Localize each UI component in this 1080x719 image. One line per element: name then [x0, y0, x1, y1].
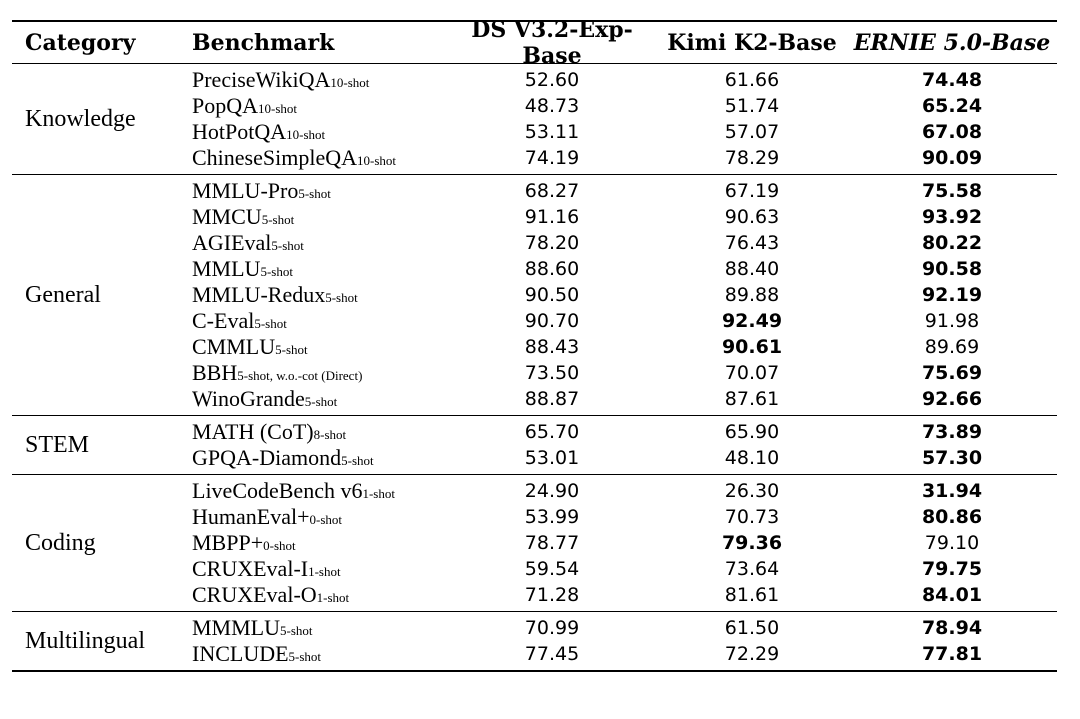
benchmark-cell [192, 582, 447, 608]
ds-score: 59.54 [524, 558, 580, 580]
ernie-score: 78.94 [921, 617, 983, 639]
ernie-score: 73.89 [921, 421, 983, 443]
benchmark-cell [192, 308, 447, 334]
ernie-score: 80.22 [921, 232, 983, 254]
ds-score: 88.87 [524, 388, 580, 410]
kimi-score: 70.73 [724, 506, 780, 528]
benchmark-name: PopQA [192, 93, 259, 118]
benchmark-name: ChineseSimpleQA [192, 145, 357, 170]
shot-setting: 5-shot [280, 623, 313, 638]
ds-score: 90.70 [524, 310, 580, 332]
table-header [12, 16, 1057, 69]
shot-setting: 5-shot, w.o.-cot (Direct) [237, 368, 363, 383]
shot-setting: 10-shot [357, 153, 396, 168]
category-group [12, 175, 1057, 416]
category-label: STEM [25, 431, 90, 458]
ernie-score: 90.58 [921, 258, 983, 280]
ds-score: 77.45 [524, 643, 580, 665]
kimi-score: 81.61 [724, 584, 780, 606]
benchmark-cell [192, 360, 447, 386]
shot-setting: 5-shot [254, 316, 287, 331]
group-rows [192, 612, 1057, 670]
benchmark-cell [192, 119, 447, 145]
shot-setting: 1-shot [316, 590, 350, 605]
table-row [192, 419, 1057, 445]
ds-score: 78.20 [524, 232, 580, 254]
shot-setting: 0-shot [309, 512, 342, 527]
table-row [192, 145, 1057, 171]
table-row [192, 360, 1057, 386]
benchmark-cell [192, 530, 447, 556]
ds-score: 71.28 [524, 584, 580, 606]
benchmark-cell [192, 93, 447, 119]
category-label: General [25, 281, 101, 308]
category-group [12, 416, 1057, 475]
benchmark-name: CRUXEval-O [192, 582, 317, 607]
kimi-score: 76.43 [724, 232, 780, 254]
group-rows [192, 64, 1057, 174]
kimi-score: 51.74 [724, 95, 780, 117]
shot-setting: 5-shot [341, 453, 374, 468]
benchmark-name: CMMLU [192, 334, 276, 359]
benchmark-name: LiveCodeBench v6 [192, 478, 363, 503]
kimi-score: 73.64 [724, 558, 780, 580]
ernie-score: 92.66 [921, 388, 983, 410]
ernie-score: 77.81 [921, 643, 983, 665]
ernie-score: 31.94 [921, 480, 983, 502]
table-row [192, 504, 1057, 530]
header-category: Category [25, 29, 136, 56]
ds-score: 73.50 [524, 362, 580, 384]
benchmark-cell [192, 615, 447, 641]
ernie-score: 89.69 [924, 336, 980, 358]
shot-setting: 1-shot [362, 486, 395, 501]
benchmark-name: BBH [192, 360, 238, 385]
benchmark-cell [192, 445, 447, 471]
ds-score: 52.60 [524, 69, 580, 91]
ernie-score: 84.01 [921, 584, 983, 606]
table-row [192, 67, 1057, 93]
header-benchmark: Benchmark [192, 29, 335, 56]
table-row [192, 641, 1057, 667]
table-row [192, 530, 1057, 556]
kimi-score: 48.10 [724, 447, 780, 469]
shot-setting: 8-shot [313, 427, 347, 442]
table-row [192, 334, 1057, 360]
ernie-score: 92.19 [921, 284, 983, 306]
ds-score: 24.90 [524, 480, 580, 502]
benchmark-cell [192, 204, 447, 230]
ernie-score: 57.30 [921, 447, 983, 469]
ds-score: 78.77 [524, 532, 580, 554]
benchmark-name: CRUXEval-I [192, 556, 309, 581]
ds-score: 65.70 [524, 421, 580, 443]
kimi-score: 72.29 [724, 643, 780, 665]
benchmark-name: MMLU-Pro [192, 178, 299, 203]
kimi-score: 61.66 [724, 69, 780, 91]
benchmark-cell [192, 67, 447, 93]
ds-score: 70.99 [524, 617, 580, 639]
benchmark-name: WinoGrande [192, 386, 305, 411]
benchmark-name: C-Eval [192, 308, 255, 333]
group-rows [192, 175, 1057, 415]
ds-score: 88.60 [524, 258, 580, 280]
ds-score: 53.99 [524, 506, 580, 528]
table-row [192, 478, 1057, 504]
table-row [192, 204, 1057, 230]
ernie-score: 93.92 [921, 206, 983, 228]
benchmark-name: AGIEval [192, 230, 272, 255]
ernie-score: 75.58 [921, 180, 983, 202]
category-group [12, 612, 1057, 670]
ds-score: 53.11 [524, 121, 580, 143]
kimi-score: 26.30 [724, 480, 780, 502]
benchmark-cell [192, 178, 447, 204]
table-row [192, 282, 1057, 308]
ds-score: 91.16 [524, 206, 580, 228]
category-label: Multilingual [25, 627, 145, 654]
ds-score: 90.50 [524, 284, 580, 306]
category-group [12, 475, 1057, 612]
kimi-score: 90.61 [721, 336, 783, 358]
group-rows [192, 475, 1057, 611]
benchmark-name: PreciseWikiQA [192, 67, 331, 92]
benchmark-cell [192, 145, 447, 171]
benchmark-cell [192, 419, 447, 445]
kimi-score: 57.07 [724, 121, 780, 143]
kimi-score: 61.50 [724, 617, 780, 639]
shot-setting: 5-shot [260, 264, 293, 279]
shot-setting: 1-shot [308, 564, 341, 579]
shot-setting: 5-shot [304, 394, 338, 409]
shot-setting: 10-shot [286, 127, 326, 142]
table-row [192, 556, 1057, 582]
header-kimi: Kimi K2-Base [667, 29, 837, 56]
kimi-score: 92.49 [721, 310, 783, 332]
benchmark-cell [192, 556, 447, 582]
shot-setting: 5-shot [288, 649, 322, 664]
shot-setting: 5-shot [275, 342, 308, 357]
table-row [192, 230, 1057, 256]
benchmark-name: MMLU [192, 256, 261, 281]
benchmark-name: GPQA-Diamond [192, 445, 342, 470]
benchmark-name: MMMLU [192, 615, 281, 640]
benchmark-cell [192, 256, 447, 282]
shot-setting: 0-shot [263, 538, 296, 553]
benchmark-cell [192, 478, 447, 504]
ds-score: 74.19 [524, 147, 580, 169]
ernie-score: 75.69 [921, 362, 983, 384]
category-group [12, 64, 1057, 175]
ernie-score: 65.24 [921, 95, 983, 117]
shot-setting: 10-shot [258, 101, 298, 116]
table-row [192, 615, 1057, 641]
table-row [192, 582, 1057, 608]
table-row [192, 93, 1057, 119]
ernie-score: 80.86 [921, 506, 983, 528]
shot-setting: 5-shot [325, 290, 358, 305]
ds-score: 48.73 [524, 95, 580, 117]
table-row [192, 308, 1057, 334]
shot-setting: 10-shot [330, 75, 370, 90]
kimi-score: 65.90 [724, 421, 780, 443]
benchmark-name: INCLUDE [192, 641, 289, 666]
benchmark-name: MMLU-Redux [192, 282, 326, 307]
benchmark-cell [192, 504, 447, 530]
table-row [192, 256, 1057, 282]
benchmark-cell [192, 386, 447, 412]
ds-score: 53.01 [524, 447, 580, 469]
kimi-score: 90.63 [724, 206, 780, 228]
benchmark-cell [192, 230, 447, 256]
header-ernie: ERNIE 5.0-Base [853, 29, 1051, 56]
shot-setting: 5-shot [271, 238, 304, 253]
table-body [12, 64, 1057, 670]
kimi-score: 89.88 [724, 284, 780, 306]
table-row [192, 119, 1057, 145]
benchmark-name: MATH (CoT) [192, 419, 314, 444]
ernie-score: 67.08 [921, 121, 983, 143]
kimi-score: 79.36 [721, 532, 783, 554]
ernie-score: 79.75 [921, 558, 983, 580]
ds-score: 88.43 [524, 336, 580, 358]
benchmark-name: MMCU [192, 204, 262, 229]
results-table [12, 16, 1057, 672]
shot-setting: 5-shot [298, 186, 331, 201]
benchmark-cell [192, 641, 447, 667]
category-label: Coding [25, 529, 96, 556]
kimi-score: 67.19 [724, 180, 780, 202]
benchmark-name: HotPotQA [192, 119, 287, 144]
ds-score: 68.27 [524, 180, 580, 202]
kimi-score: 78.29 [724, 147, 780, 169]
kimi-score: 87.61 [724, 388, 780, 410]
table-row [192, 178, 1057, 204]
category-label: Knowledge [25, 105, 136, 132]
benchmark-name: HumanEval+ [192, 504, 310, 529]
ernie-score: 91.98 [924, 310, 980, 332]
ernie-score: 90.09 [921, 147, 983, 169]
shot-setting: 5-shot [261, 212, 295, 227]
header-ds: DS V3.2-Exp-Base [471, 16, 633, 69]
benchmark-cell [192, 334, 447, 360]
kimi-score: 88.40 [724, 258, 780, 280]
group-rows [192, 416, 1057, 474]
table-row [192, 386, 1057, 412]
table-row [192, 445, 1057, 471]
ernie-score: 79.10 [924, 532, 980, 554]
benchmark-name: MBPP+ [192, 530, 264, 555]
kimi-score: 70.07 [724, 362, 780, 384]
benchmark-cell [192, 282, 447, 308]
ernie-score: 74.48 [921, 69, 983, 91]
